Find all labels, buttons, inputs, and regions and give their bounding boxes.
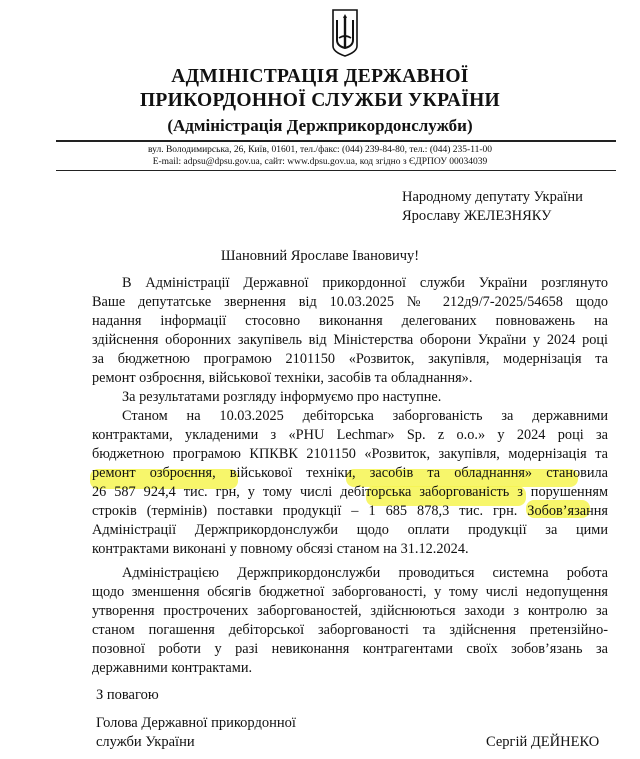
salutation: Шановний Ярославе Івановичу! <box>220 248 420 264</box>
org-title-line2: ПРИКОРДОННОЇ СЛУЖБИ УКРАЇНИ <box>139 90 501 111</box>
signatory-name: Сергій ДЕЙНЕКО <box>486 734 600 750</box>
contact-email: E-mail: adpsu@dpsu.gov.ua, сайт: www.dpsu.gov.ua, код згідно з ЄДРПОУ 00034039 <box>152 157 488 167</box>
paragraph-line: бюджетною програмою КПКВК 2101150 «Розвиток, закупівля, модернізація та <box>92 446 608 462</box>
signatory-position-line2: служби України <box>96 734 195 750</box>
org-short-name: (Адміністрація Держприкордонслужби) <box>167 116 473 135</box>
paragraph-line: станом погашення дебіторської заборгованості та здійснення претензійно- <box>92 622 608 638</box>
paragraph-line: 26 587 924,4 тис. грн, у тому числі дебіторська заборгованість з порушенням <box>92 484 608 500</box>
closing-phrase: З повагою <box>96 687 159 703</box>
addressee-name: Ярославу ЖЕЛЕЗНЯКУ <box>402 208 552 224</box>
paragraph-line: за бюджетною програмою 2101150 «Розвиток, закупівля, модернізація та <box>92 351 608 367</box>
addressee-title: Народному депутату України <box>402 189 583 205</box>
header-rule-bottom <box>56 170 616 171</box>
header-rule-top <box>56 140 616 142</box>
paragraph-line: надання інформації стосовно виконання делегованих повноважень на <box>92 313 608 329</box>
paragraph-line: утворення прострочених заборгованостей, здійснюються заходи з контролю за <box>92 603 608 619</box>
paragraph-line: Ваше депутатське звернення від 10.03.2025 № 212д9/7-2025/54658 щодо <box>92 294 608 310</box>
paragraph-line: Адміністрації Держприкордонслужби щодо оплати продукції за цими <box>92 522 608 538</box>
signatory-position-line1: Голова Державної прикордонної <box>96 715 296 731</box>
paragraph-line: контрактами виконані у повному обсязі станом на 31.12.2024. <box>92 541 469 557</box>
paragraph-line: За результатами розгляду інформуємо про наступне. <box>122 389 442 405</box>
paragraph-line: В Адміністрації Державної прикордонної служби України розглянуто <box>122 275 608 291</box>
org-title-line1: АДМІНІСТРАЦІЯ ДЕРЖАВНОЇ <box>171 66 469 87</box>
paragraph-line: здійснення оборонних закупівель від Міністерства оборони України у 2024 році <box>92 332 608 348</box>
paragraph-line: Адміністрацією Держприкордонслужби проводиться системна робота <box>122 565 608 581</box>
contact-address: вул. Володимирська, 26, Київ, 01601, тел./факс: (044) 239-84-80, тел.: (044) 235-11-00 <box>147 145 493 155</box>
trident-emblem-icon <box>330 8 360 58</box>
paragraph-line: державними контрактами. <box>92 660 253 676</box>
paragraph-line: Станом на 10.03.2025 дебіторська заборгованість за державними <box>122 408 608 424</box>
paragraph-line: щодо зменшення обсягів бюджетної заборгованості, у тому числі недопущення <box>92 584 608 600</box>
paragraph-line: строків (термінів) поставки продукції – 1 685 878,3 тис. грн. Зобов’язання <box>92 503 608 519</box>
paragraph-line: позовної роботи у разі невиконання контрагентами своїх зобов’язань за <box>92 641 608 657</box>
paragraph-line: ремонт озброєння, військової техніки, засобів та обладнання». <box>92 370 473 386</box>
paragraph-line: ремонт озброєння, військової техніки, засобів та обладнання» становила <box>92 465 608 481</box>
paragraph-line: контрактами, укладеними з «PHU Lechmar» Sp. z o.o.» у 2024 році за <box>92 427 608 443</box>
